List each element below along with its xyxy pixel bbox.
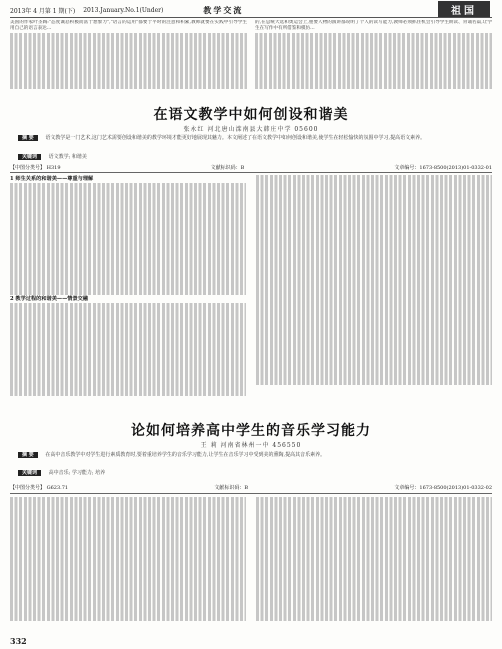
article2-body-right: [256, 497, 492, 627]
article2-title: 论如何培养高中学生的音乐学习能力: [131, 423, 371, 439]
article2-keywords: [18, 470, 484, 476]
abstract-text: 语文教学是一门艺术,这门艺术需要创设和谐美的教学环境才能更好地展现其魅力。本文阐述了在语文教学中如何创设和谐美,使学生在轻松愉快的氛围中学习,提高语文素养。: [45, 135, 426, 141]
keywords-tag: 关键词: [18, 470, 41, 476]
article2-bibliographic-line: [10, 484, 492, 491]
article-number: 文章编号：1673-8500(2013)01-0332-02: [394, 485, 492, 491]
article2-authors: 王 莉 河南省林州一中 456550: [200, 442, 302, 449]
article1-keywords: [18, 154, 484, 160]
article1-body-right: [256, 175, 492, 400]
previous-article-continuation: [10, 20, 492, 100]
article1-body: [10, 175, 492, 400]
article2-body-left: [10, 497, 246, 627]
article2-body: [10, 497, 492, 627]
continuation-text-left: 美国的作家叶圣陶:"态度诚恳积极而富于想象力","语言的运用"都要于平时的注意和积累,教师就要在实践中引导学生用自己的语言表达…: [10, 20, 247, 32]
article-number: 文章编号：1673-8500(2013)01-0332-01: [394, 165, 492, 171]
abstract-text: 在高中音乐教学中对学生进行素质教育时,要着重培养学生的音乐学习能力,让学生在音乐学习中受到美的熏陶,提高其音乐素养。: [45, 452, 326, 458]
abstract-tag: 摘 要: [18, 135, 38, 141]
abstract-tag: 摘 要: [18, 452, 38, 458]
page-number: 332: [10, 636, 27, 646]
article1-body-left: [10, 175, 246, 400]
header-issue-en: 2013.January.No.1(Under): [83, 6, 164, 14]
article1-bibliographic-line: [10, 164, 492, 171]
article1-authors: 张永红 河北唐山滦南县大韩庄中学 05600: [183, 126, 319, 133]
page-header: [10, 3, 492, 18]
article1-abstract: [18, 135, 484, 141]
section-heading: 2 教学过程的和谐美——情景交融: [10, 295, 89, 302]
continuation-column-left: [10, 20, 247, 100]
document-code: 文献标识码：B: [214, 485, 249, 491]
clc-number: 【中图分类号】 H319: [10, 165, 61, 171]
keywords-tag: 关键词: [18, 154, 41, 160]
section-heading: 1 师生关系的和谐美——尊重与理解: [10, 176, 94, 182]
document-code: 文献标识码：B: [210, 165, 245, 171]
clc-number: 【中图分类号】 G623.71: [10, 485, 69, 491]
keywords-text: 语文教学; 和谐美: [48, 154, 87, 160]
continuation-column-right: [255, 20, 492, 100]
journal-logo: 祖国: [438, 1, 490, 17]
continuation-text-right: 的,在总统大选和奥运会上,重要人物的演讲都说明了个人的读写能力,教师必须抓住机会引导学生朗读、背诵名篇,让学生在写作中有所借鉴和模仿…: [255, 20, 492, 32]
header-section-title: 教学交流: [203, 4, 244, 15]
header-issue: 2013年 4 月第 1 期(下): [10, 7, 76, 15]
keywords-text: 高中音乐; 学习能力; 培养: [48, 470, 106, 476]
article1-title: 在语文教学中如何创设和谐美: [153, 107, 349, 123]
article2-abstract: [18, 452, 484, 458]
